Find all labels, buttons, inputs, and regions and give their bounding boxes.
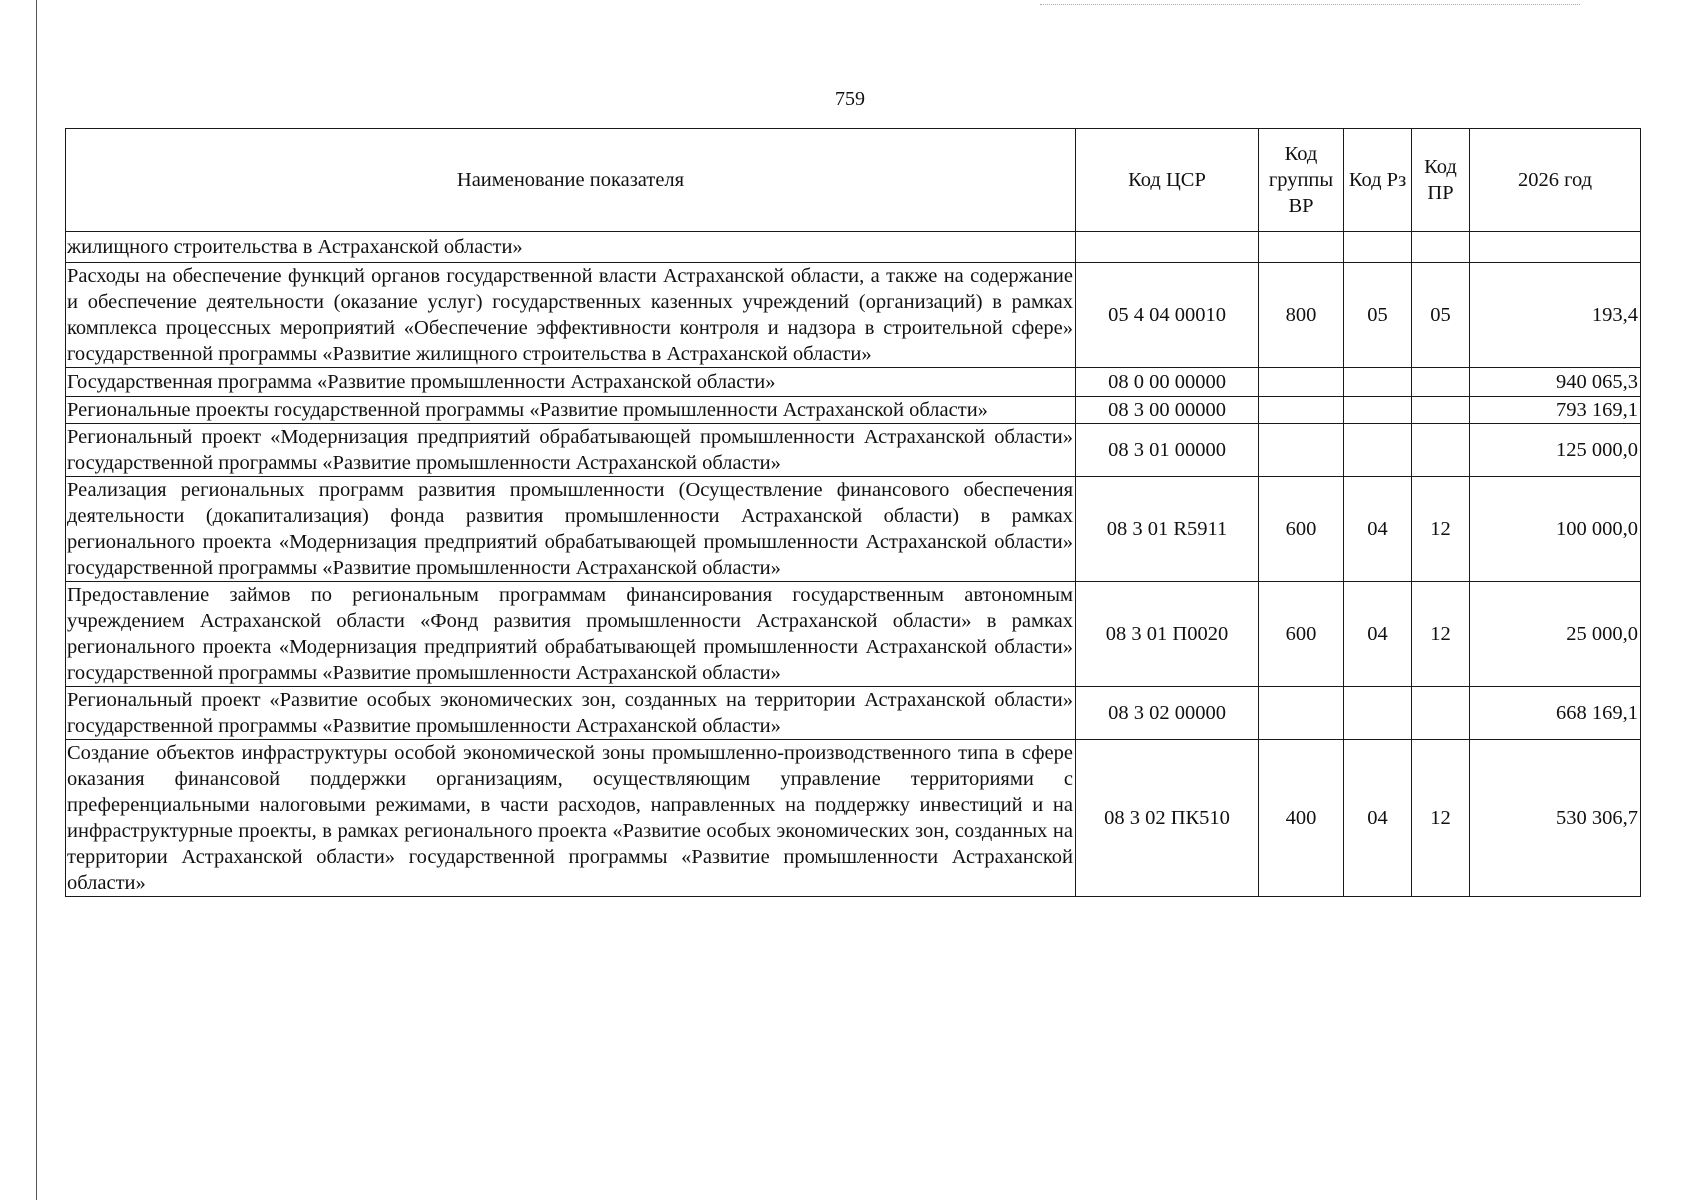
row-rz: 04	[1344, 477, 1412, 582]
row-name: Создание объектов инфраструктуры особой экономической зоны промышленно-производственного типа в сфере оказания финансовой поддержки организациям, осуществляющим управление территориями с преференциальными налоговыми режимами, в части расходов, направленных на поддержку инвестиций и на инфраструктурные проекты, в рамках регионального проекта «Развитие особых экономических зон, созданных на территории Астраханской области» государственной программы «Развитие промышленности Астраханской области»	[66, 740, 1076, 897]
row-name: Региональный проект «Развитие особых экономических зон, созданных на территории Астраханской области» государственной программы «Развитие промышленности Астраханской области»	[66, 687, 1076, 740]
row-vr	[1259, 397, 1344, 424]
row-sum: 25 000,0	[1470, 582, 1641, 687]
scan-left-edge	[36, 0, 37, 1200]
row-sum: 530 306,7	[1470, 740, 1641, 897]
header-rz: Код Рз	[1344, 129, 1412, 232]
table-row	[66, 397, 1641, 424]
row-sum: 668 169,1	[1470, 687, 1641, 740]
row-rz	[1344, 687, 1412, 740]
table-row	[66, 740, 1641, 897]
row-vr	[1259, 687, 1344, 740]
row-csr: 08 0 00 00000	[1076, 368, 1259, 397]
table-row	[66, 232, 1641, 263]
table-row	[66, 477, 1641, 582]
budget-table	[65, 128, 1641, 897]
row-name: Государственная программа «Развитие промышленности Астраханской области»	[66, 368, 1076, 397]
row-pr	[1412, 232, 1470, 263]
header-sum: 2026 год	[1470, 129, 1641, 232]
row-vr	[1259, 368, 1344, 397]
row-pr: 12	[1412, 477, 1470, 582]
row-sum	[1470, 232, 1641, 263]
row-pr: 05	[1412, 263, 1470, 368]
row-pr	[1412, 687, 1470, 740]
row-name: жилищного строительства в Астраханской области»	[66, 232, 1076, 263]
row-pr: 12	[1412, 582, 1470, 687]
page-number: 759	[835, 88, 865, 110]
row-sum: 940 065,3	[1470, 368, 1641, 397]
row-vr	[1259, 232, 1344, 263]
table-row	[66, 424, 1641, 477]
row-name: Расходы на обеспечение функций органов государственной власти Астраханской области, а также на содержание и обеспечение деятельности (оказание услуг) государственных казенных учреждений (организаций) в рамках комплекса процессных мероприятий «Обеспечение эффективности контроля и надзора в строительной сфере» государственной программы «Развитие жилищного строительства в Астраханской области»	[66, 263, 1076, 368]
table-header-row	[66, 129, 1641, 232]
row-vr: 400	[1259, 740, 1344, 897]
row-rz	[1344, 424, 1412, 477]
row-csr: 08 3 00 00000	[1076, 397, 1259, 424]
header-name: Наименование показателя	[66, 129, 1076, 232]
row-vr: 600	[1259, 582, 1344, 687]
row-pr	[1412, 368, 1470, 397]
row-rz: 05	[1344, 263, 1412, 368]
row-sum: 125 000,0	[1470, 424, 1641, 477]
table-row	[66, 368, 1641, 397]
row-vr	[1259, 424, 1344, 477]
table-row	[66, 687, 1641, 740]
row-csr: 08 3 02 00000	[1076, 687, 1259, 740]
row-sum: 193,4	[1470, 263, 1641, 368]
row-sum: 100 000,0	[1470, 477, 1641, 582]
row-vr: 800	[1259, 263, 1344, 368]
header-pr: Код ПР	[1412, 129, 1470, 232]
row-rz: 04	[1344, 740, 1412, 897]
row-pr	[1412, 397, 1470, 424]
row-rz: 04	[1344, 582, 1412, 687]
row-sum: 793 169,1	[1470, 397, 1641, 424]
row-csr	[1076, 232, 1259, 263]
table-row	[66, 582, 1641, 687]
row-csr: 08 3 01 00000	[1076, 424, 1259, 477]
row-name: Региональные проекты государственной программы «Развитие промышленности Астраханской области»	[66, 397, 1076, 424]
row-rz	[1344, 368, 1412, 397]
row-csr: 08 3 01 R5911	[1076, 477, 1259, 582]
row-vr: 600	[1259, 477, 1344, 582]
row-csr: 08 3 01 П0020	[1076, 582, 1259, 687]
row-rz	[1344, 232, 1412, 263]
scan-top-noise	[1040, 4, 1580, 11]
row-name: Региональный проект «Модернизация предприятий обрабатывающей промышленности Астраханской области» государственной программы «Развитие промышленности Астраханской области»	[66, 424, 1076, 477]
row-csr: 05 4 04 00010	[1076, 263, 1259, 368]
row-name: Предоставление займов по региональным программам финансирования государственным автономным учреждением Астраханской области «Фонд развития промышленности Астраханской области» в рамках регионального проекта «Модернизация предприятий обрабатывающей промышленности Астраханской области» государственной программы «Развитие промышленности Астраханской области»	[66, 582, 1076, 687]
row-pr	[1412, 424, 1470, 477]
row-name: Реализация региональных программ развития промышленности (Осуществление финансового обеспечения деятельности (докапитализация) фонда развития промышленности Астраханской области) в рамках регионального проекта «Модернизация предприятий обрабатывающей промышленности Астраханской области» государственной программы «Развитие промышленности Астраханской области»	[66, 477, 1076, 582]
table-row	[66, 263, 1641, 368]
header-csr: Код ЦСР	[1076, 129, 1259, 232]
row-rz	[1344, 397, 1412, 424]
header-vr: Код группы ВР	[1259, 129, 1344, 232]
row-pr: 12	[1412, 740, 1470, 897]
row-csr: 08 3 02 ПК510	[1076, 740, 1259, 897]
